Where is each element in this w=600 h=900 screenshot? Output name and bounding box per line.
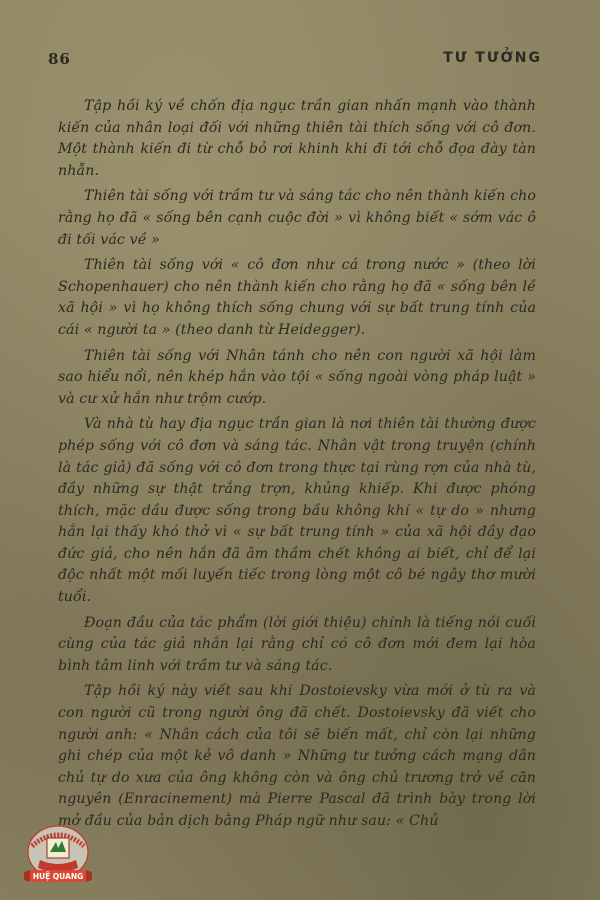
paragraph: Tập hồi ký về chốn địa ngục trần gian nhấn mạnh vào thành kiến của nhân loại đối với những thiên tài thích sống với cô đơn. Một thành kiến đi từ chỗ bỏ rơi khinh khi đi tới chỗ đọa đày tàn nhẫn. bbox=[58, 98, 536, 179]
paragraph: Tập hồi ký này viết sau khi Dostoievsky vừa mới ở tù ra và con người cũ trong người ông đã chết. Dostoievsky đã viết cho người anh: « Nhân cách của tôi sẽ biến mất, chỉ còn lại những ghi chép của một kẻ vô danh » Những tư tưởng cách mạng dân chủ tự do xưa của ông không còn và ông chủ trương trở về căn nguyên (Enracinement) mà Pierre Pascal đã trình bày trong lời mở đầu của bản dịch bằng Pháp ngữ như sau: « Chủ bbox=[58, 683, 536, 829]
svg-text:HUỆ QUANG: HUỆ QUANG bbox=[32, 872, 84, 881]
page-number: 86 bbox=[48, 50, 71, 68]
running-head: TƯ TƯỞNG bbox=[443, 50, 542, 66]
paragraph: Thiên tài sống với Nhân tánh cho nên con người xã hội làm sao hiểu nổi, nên khép hắn vào tội « sống ngoài vòng pháp luật » và cư xử hắn như trộm cướp. bbox=[58, 347, 536, 407]
paragraph: Và nhà tù hay địa ngục trần gian là nơi thiên tài thường được phép sống với cô đơn và sáng tác. Nhân vật trong truyện (chính là tác giả) đã sống với cô đơn trong thực tại rùng rợn của nhà tù, đầy những sự thật trắng trợn, khủng khiếp. Khi được phóng thích, mặc dầu được sống trong bầu không khí « tự do » nhưng hắn lại thấy khó thở vì « sự bất trung tính » của xã hội đầy đạo đức giả, cho nên hắn đã âm thầm chết không ai biết, chỉ để lại độc nhất một mối luyến tiếc trong lòng một cô bé ngây thơ mười tuổi. bbox=[58, 416, 536, 606]
paragraph: Đoạn đầu của tác phẩm (lời giới thiệu) chính là tiếng nói cuối cùng của tác giả nhắn lại rằng chỉ có cô đơn mới đem lại hòa bình tâm linh với trầm tư và sáng tác. bbox=[58, 614, 536, 674]
paragraph: Thiên tài sống với « cô đơn như cá trong nước » (theo lời Schopenhauer) cho nên thành kiến cho rằng họ đã « sống bên lề xã hội » vì họ không thích sống chung với sự bất trung tính của cái « người ta » (theo danh từ Heidegger). bbox=[58, 257, 536, 338]
paragraph: Thiên tài sống với trầm tư và sáng tác cho nên thành kiến cho rằng họ đã « sống bên cạnh cuộc đời » vì không biết « sớm vác ô đi tối vác về » bbox=[58, 188, 536, 248]
body-text bbox=[58, 96, 536, 837]
library-seal-icon bbox=[16, 822, 100, 888]
